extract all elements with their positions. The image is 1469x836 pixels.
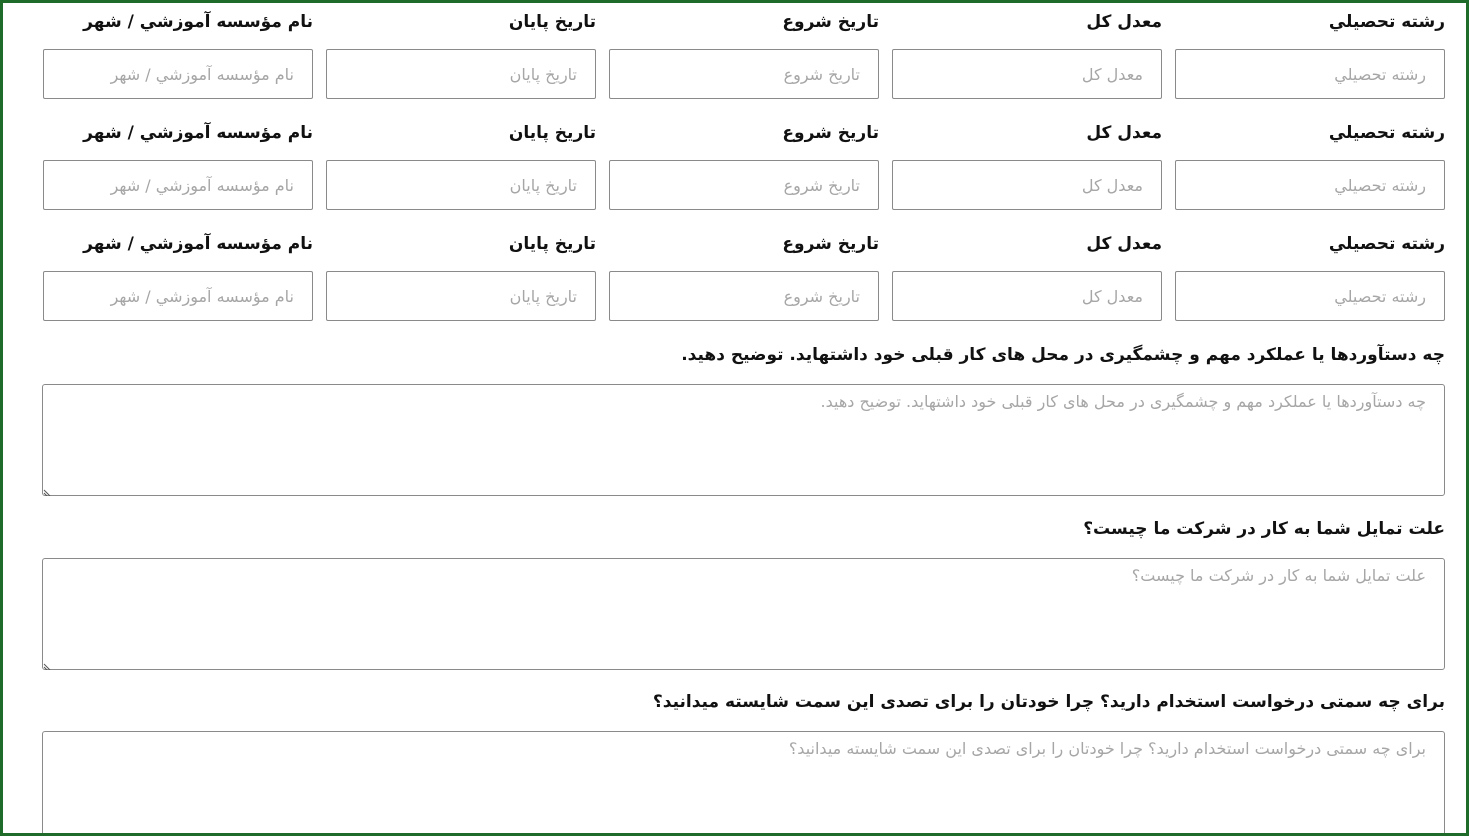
field-of-study-input[interactable] bbox=[1175, 49, 1445, 99]
start-date-input[interactable] bbox=[609, 271, 879, 321]
start-date-input[interactable] bbox=[609, 160, 879, 210]
position-label: برای چه سمتی درخواست استخدام دارید؟ چرا خودتان را برای تصدی این سمت شایسته میدانید؟ bbox=[652, 692, 1445, 712]
institute-input[interactable] bbox=[43, 271, 313, 321]
institute-label: نام مؤسسه آموزشي / شهر bbox=[83, 12, 313, 32]
gpa-input[interactable] bbox=[892, 160, 1162, 210]
achievements-label: چه دستآوردها یا عملکرد مهم و چشمگیری در محل های کار قبلی خود داشتهاید. توضیح دهید. bbox=[681, 345, 1445, 365]
field-of-study-input[interactable] bbox=[1175, 160, 1445, 210]
end-date-label: تاریخ پایان bbox=[508, 12, 596, 32]
application-form bbox=[41, 3, 1445, 712]
institute-label: نام مؤسسه آموزشي / شهر bbox=[83, 234, 313, 254]
position-textarea[interactable] bbox=[42, 731, 1445, 836]
education-row bbox=[41, 3, 1445, 114]
end-date-input[interactable] bbox=[326, 271, 596, 321]
field-of-study-label: رشته تحصيلي bbox=[1328, 12, 1445, 32]
gpa-label: معدل کل bbox=[1086, 234, 1162, 254]
gpa-input[interactable] bbox=[892, 271, 1162, 321]
end-date-input[interactable] bbox=[326, 49, 596, 99]
end-date-label: تاریخ پایان bbox=[508, 123, 596, 143]
achievements-textarea[interactable] bbox=[42, 384, 1445, 496]
start-date-input[interactable] bbox=[609, 49, 879, 99]
institute-input[interactable] bbox=[43, 49, 313, 99]
motivation-label: علت تمایل شما به کار در شرکت ما چیست؟ bbox=[1083, 519, 1445, 539]
motivation-textarea[interactable] bbox=[42, 558, 1445, 670]
education-row bbox=[41, 114, 1445, 225]
field-of-study-label: رشته تحصيلي bbox=[1328, 123, 1445, 143]
end-date-input[interactable] bbox=[326, 160, 596, 210]
institute-input[interactable] bbox=[43, 160, 313, 210]
education-row bbox=[41, 225, 1445, 336]
gpa-input[interactable] bbox=[892, 49, 1162, 99]
start-date-label: تاریخ شروع bbox=[782, 12, 879, 32]
gpa-label: معدل کل bbox=[1086, 123, 1162, 143]
start-date-label: تاریخ شروع bbox=[782, 234, 879, 254]
field-of-study-input[interactable] bbox=[1175, 271, 1445, 321]
start-date-label: تاریخ شروع bbox=[782, 123, 879, 143]
gpa-label: معدل کل bbox=[1086, 12, 1162, 32]
end-date-label: تاریخ پایان bbox=[508, 234, 596, 254]
resize-handle-icon[interactable] bbox=[43, 661, 52, 670]
field-of-study-label: رشته تحصيلي bbox=[1328, 234, 1445, 254]
institute-label: نام مؤسسه آموزشي / شهر bbox=[83, 123, 313, 143]
resize-handle-icon[interactable] bbox=[43, 487, 52, 496]
